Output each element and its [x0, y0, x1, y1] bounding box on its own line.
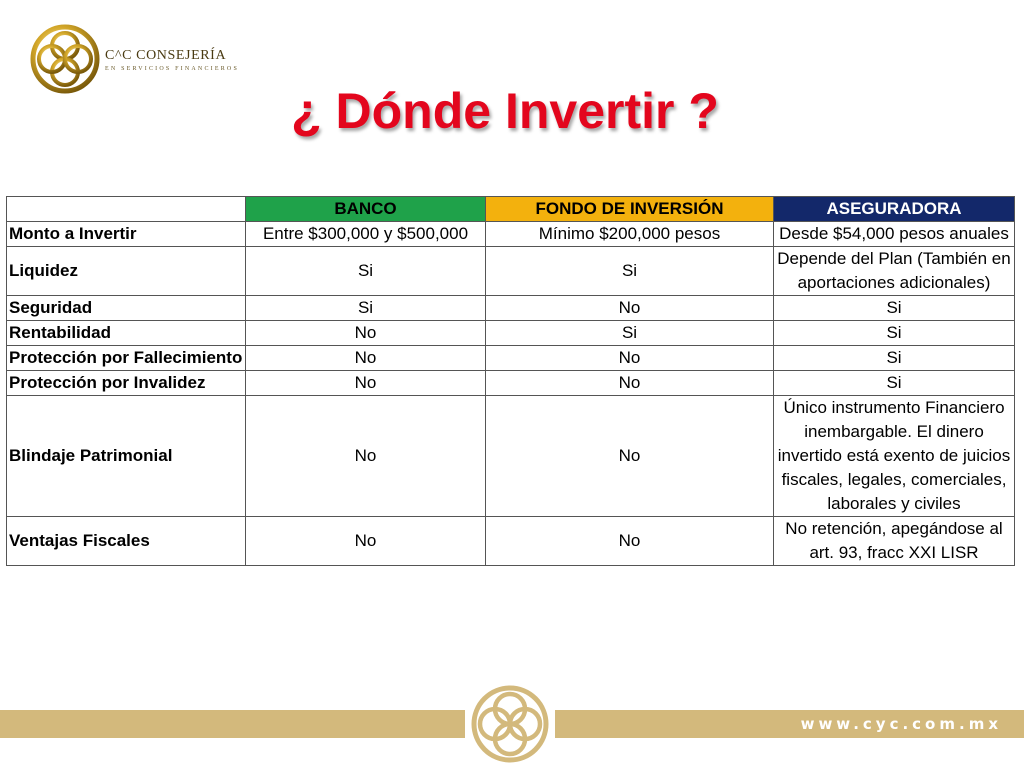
- cell-fondo: Si: [486, 247, 774, 296]
- page-title: ¿ Dónde Invertir ?: [291, 83, 719, 139]
- cell-banco: No: [246, 346, 486, 371]
- table-row: [7, 247, 1015, 296]
- cell-fondo: No: [486, 346, 774, 371]
- gold-celtic-knot-icon: [470, 684, 550, 764]
- brand-tagline: EN SERVICIOS FINANCIEROS: [105, 66, 239, 72]
- header-fondo-inversion: FONDO DE INVERSIÓN: [486, 197, 774, 222]
- table-row: [7, 396, 1015, 517]
- cell-aseguradora: Único instrumento Financiero inembargable. El dinero invertido está exento de juicios fiscales, legales, comerciales, laborales y civiles: [774, 396, 1015, 517]
- cell-aseguradora: Si: [774, 296, 1015, 321]
- cell-fondo: No: [486, 371, 774, 396]
- cell-fondo: No: [486, 296, 774, 321]
- cell-banco: Si: [246, 296, 486, 321]
- header-blank-cell: [7, 197, 246, 222]
- cell-aseguradora: Si: [774, 346, 1015, 371]
- row-label: Ventajas Fiscales: [7, 517, 246, 566]
- cell-banco: No: [246, 396, 486, 517]
- cell-aseguradora: Si: [774, 321, 1015, 346]
- footer-website-url[interactable]: www.cyc.com.mx: [800, 715, 1002, 733]
- table-row: [7, 321, 1015, 346]
- cell-banco: No: [246, 371, 486, 396]
- table-row: [7, 346, 1015, 371]
- table-row: [7, 517, 1015, 566]
- cell-aseguradora: Depende del Plan (También en aportaciones adicionales): [774, 247, 1015, 296]
- row-label: Rentabilidad: [7, 321, 246, 346]
- row-label: Liquidez: [7, 247, 246, 296]
- table-row: [7, 296, 1015, 321]
- header-banco: BANCO: [246, 197, 486, 222]
- cell-banco: Entre $300,000 y $500,000: [246, 222, 486, 247]
- row-label: Protección por Invalidez: [7, 371, 246, 396]
- cell-aseguradora: Si: [774, 371, 1015, 396]
- header-aseguradora: ASEGURADORA: [774, 197, 1015, 222]
- cell-banco: No: [246, 321, 486, 346]
- cell-fondo: Si: [486, 321, 774, 346]
- row-label: Protección por Fallecimiento: [7, 346, 246, 371]
- table-row: [7, 222, 1015, 247]
- cell-fondo: No: [486, 517, 774, 566]
- cell-fondo: Mínimo $200,000 pesos: [486, 222, 774, 247]
- cell-banco: Si: [246, 247, 486, 296]
- cell-fondo: No: [486, 396, 774, 517]
- row-label: Blindaje Patrimonial: [7, 396, 246, 517]
- table-row: [7, 371, 1015, 396]
- table-header-row: [7, 197, 1015, 222]
- brand-name: C^C CONSEJERÍA: [105, 48, 227, 63]
- cell-aseguradora: Desde $54,000 pesos anuales: [774, 222, 1015, 247]
- cell-aseguradora: No retención, apegándose al art. 93, fracc XXI LISR: [774, 517, 1015, 566]
- row-label: Monto a Invertir: [7, 222, 246, 247]
- cell-banco: No: [246, 517, 486, 566]
- row-label: Seguridad: [7, 296, 246, 321]
- comparison-table: [6, 196, 1015, 566]
